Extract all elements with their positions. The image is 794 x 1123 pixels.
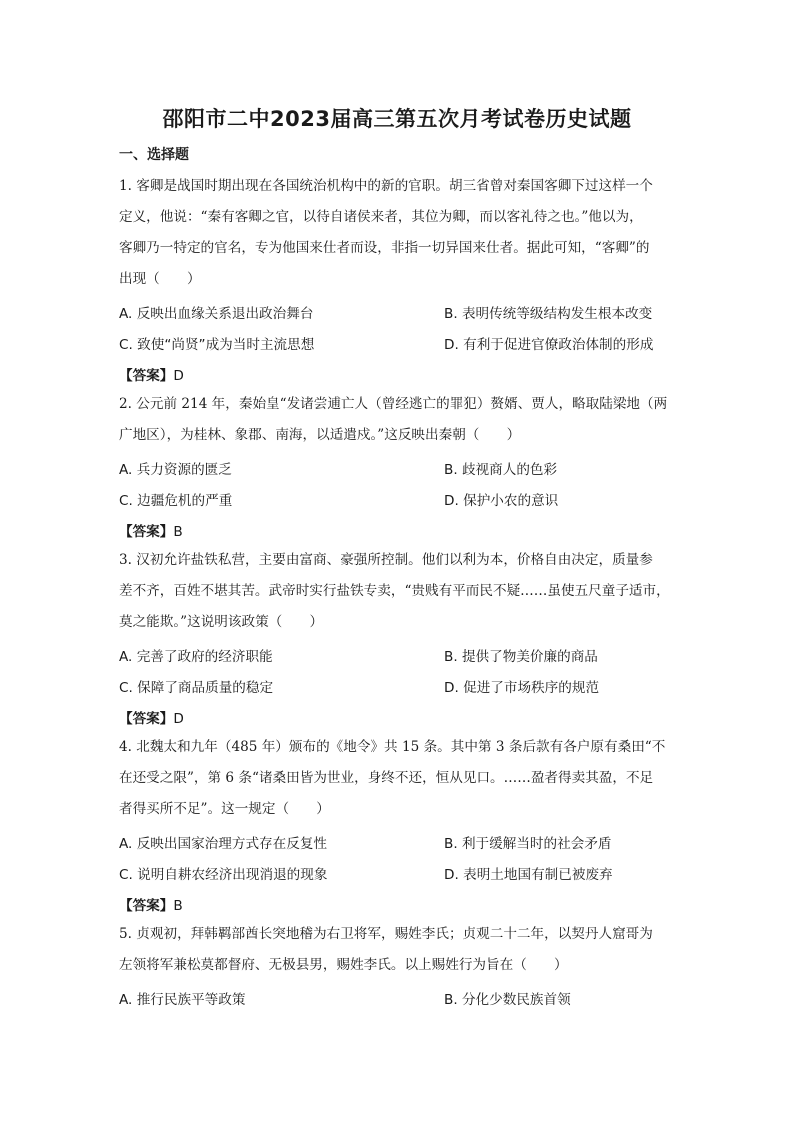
question-line: 广地区），为桂林、象郡、南海，以适遣戍。”这反映出秦朝（ ）	[119, 427, 521, 443]
option-a: A. 兵力资源的匮乏	[119, 462, 232, 478]
option-b: B. 表明传统等级结构发生根本改变	[444, 306, 653, 322]
option-a: A. 完善了政府的经济职能	[119, 649, 273, 665]
question-line: 在还受之限”，第 6 条“诸桑田皆为世业，身终不还，恒从见口。……盈者得卖其盈，不足	[119, 770, 654, 786]
answer-label: 【答案】	[119, 898, 174, 914]
question-stem	[119, 171, 679, 295]
question-line: 4. 北魏太和九年（485 年）颁布的《地令》共 15 条。其中第 3 条后款有各户原有桑田“不	[119, 739, 666, 755]
answer-label: 【答案】	[119, 711, 174, 727]
question-line: 定义，他说：“秦有客卿之官，以待自诸侯来者，其位为卿，而以客礼待之也。”他以为，	[119, 209, 643, 225]
question-line: 5. 贞观初，拜韩羁部酋长突地稽为右卫将军，赐姓李氏；贞观二十二年，以契丹人窟哥为	[119, 926, 653, 942]
answer-line	[119, 364, 184, 384]
question-line: 出现（ ）	[119, 271, 201, 287]
question-line: 2. 公元前 214 年，秦始皇“发诸尝逋亡人（曾经逃亡的罪犯）赘婿、贾人，略取陆梁地（两	[119, 396, 668, 412]
question-line: 者得买所不足”。这一规定（ ）	[119, 801, 330, 817]
option-c: C. 边疆危机的严重	[119, 493, 233, 509]
option-d: D. 保护小农的意识	[444, 493, 559, 509]
question-stem	[119, 732, 679, 825]
answer-value: D	[173, 368, 184, 384]
option-c: C. 保障了商品质量的稳定	[119, 680, 274, 696]
answer-value: D	[173, 711, 184, 727]
option-d: D. 促进了市场秩序的规范	[444, 680, 600, 696]
option-a: A. 推行民族平等政策	[119, 992, 246, 1008]
answer-value: B	[173, 898, 183, 914]
answer-label: 【答案】	[119, 524, 174, 540]
question-line: 左领将军兼松莫都督府、无极县男，赐姓李氏。以上赐姓行为旨在（ ）	[119, 957, 568, 973]
option-a: A. 反映出血缘关系退出政治舞台	[119, 306, 314, 322]
question-line: 莫之能欺。”这说明该政策（ ）	[119, 614, 324, 630]
question-line: 1. 客卿是战国时期出现在各国统治机构中的新的官职。胡三省曾对秦国客卿下过这样一个	[119, 178, 653, 194]
answer-value: B	[173, 524, 183, 540]
option-b: B. 提供了物美价廉的商品	[444, 649, 598, 665]
question-stem	[119, 919, 679, 981]
question-line: 3. 汉初允许盐铁私营，主要由富商、豪强所控制。他们以利为本，价格自由决定，质量参	[119, 552, 653, 568]
answer-line	[119, 707, 184, 727]
option-b: B. 歧视商人的色彩	[444, 462, 558, 478]
option-a: A. 反映出国家治理方式存在反复性	[119, 836, 328, 852]
section-heading: 一、选择题	[119, 147, 189, 163]
question-line: 客卿乃一特定的官名，专为他国来仕者而设，非指一切异国来仕者。据此可知，“客卿”的	[119, 240, 650, 256]
answer-label: 【答案】	[119, 368, 174, 384]
option-c: C. 致使“尚贤”成为当时主流思想	[119, 337, 315, 353]
question-stem	[119, 389, 679, 451]
option-d: D. 有利于促进官僚政治体制的形成	[444, 337, 654, 353]
question-stem	[119, 545, 679, 638]
option-c: C. 说明自耕农经济出现消退的现象	[119, 867, 328, 883]
answer-line	[119, 520, 183, 540]
option-b: B. 分化少数民族首领	[444, 992, 571, 1008]
option-d: D. 表明土地国有制已被废弃	[444, 867, 613, 883]
page-title: 邵阳市二中2023届高三第五次月考试卷历史试题	[162, 107, 632, 131]
question-line: 差不齐，百姓不堪其苦。武帝时实行盐铁专卖，“贵贱有平而民不疑……虽使五尺童子适市，	[119, 583, 670, 599]
answer-line	[119, 894, 183, 914]
option-b: B. 利于缓解当时的社会矛盾	[444, 836, 612, 852]
